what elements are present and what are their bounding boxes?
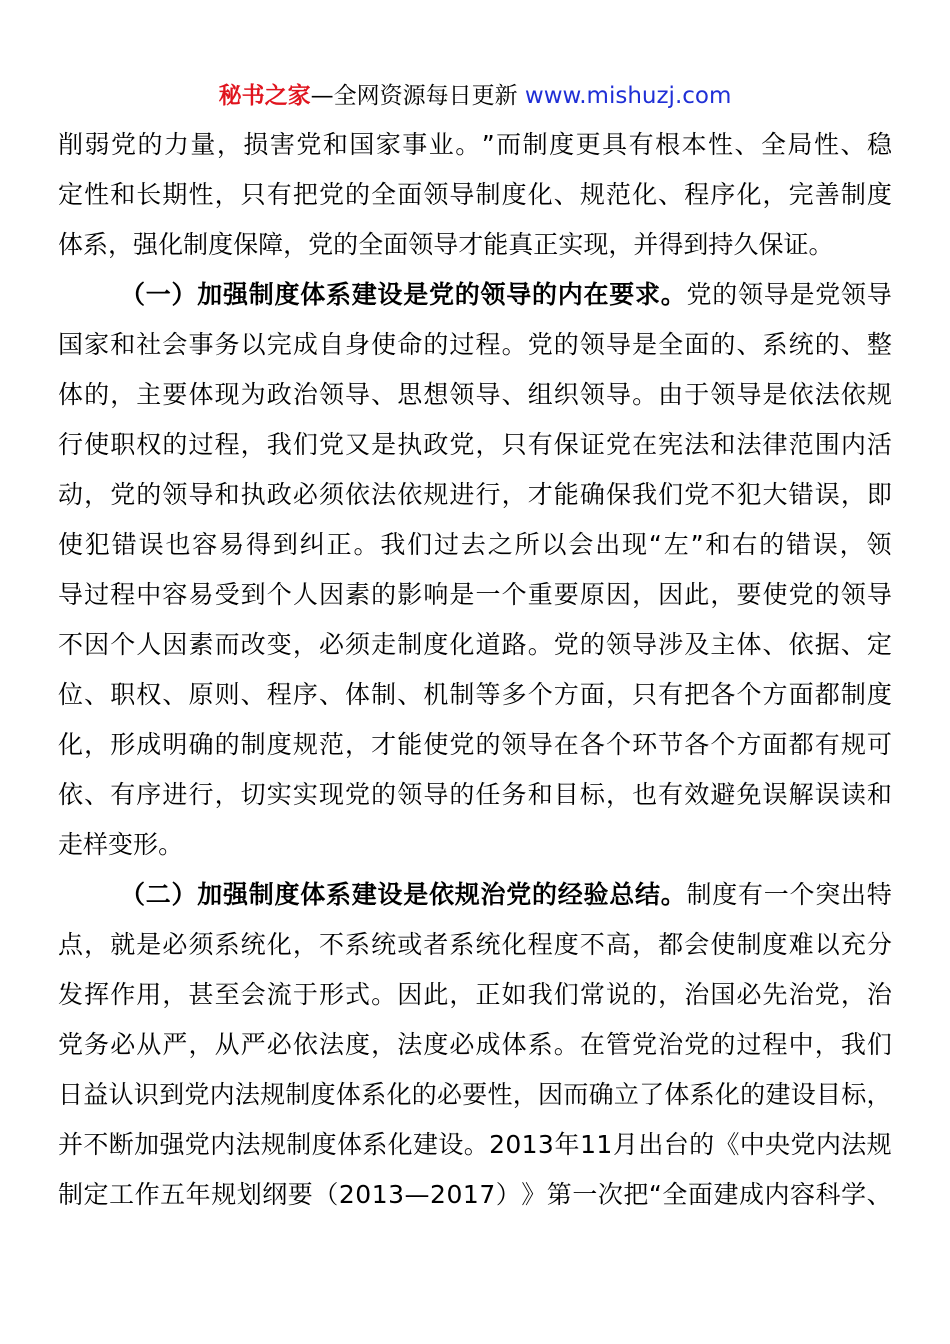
text-line: 制 定 工 作 五 年 规 划 纲 要 （ 2 0 1 3 — 2 0 1 7 ） 》 第 一 次 把 “ 全 面 建 成 内 容 科 学 、 [58, 1180, 892, 1209]
text-line: 动 ， 党 的 领 导 和 执 政 必 须 依 法 依 规 进 行 ， 才 能 确 保 我 们 党 不 犯 大 错 误 ， 即 [58, 480, 892, 509]
text-line: （ 一 ） 加 强 制 度 体 系 建 设 是 党 的 领 导 的 内 在 要 求 。 党 的 领 导 是 党 领 导 [120, 280, 892, 309]
text-line: 日 益 认 识 到 党 内 法 规 制 度 体 系 化 的 必 要 性 ， 因 而 确 立 了 体 系 化 的 建 设 目 标 ， [58, 1080, 892, 1109]
text-line: 使 犯 错 误 也 容 易 得 到 纠 正 。 我 们 过 去 之 所 以 会 出 现 “ 左 ” 和 右 的 错 误 ， 领 [58, 530, 892, 559]
text-line: 点 ， 就 是 必 须 系 统 化 ， 不 系 统 或 者 系 统 化 程 度 不 高 ， 都 会 使 制 度 难 以 充 分 [58, 930, 892, 959]
text-line: 位 、 职 权 、 原 则 、 程 序 、 体 制 、 机 制 等 多 个 方 面 ， 只 有 把 各 个 方 面 都 制 度 [58, 680, 892, 709]
site-header [0, 80, 950, 112]
text-line: 依 、 有 序 进 行 ， 切 实 实 现 党 的 领 导 的 任 务 和 目 标 ， 也 有 效 避 免 误 解 误 读 和 [58, 780, 892, 809]
text-line: 走 样 变 形 。 [58, 830, 184, 859]
text-line: 削 弱 党 的 力 量 ， 损 害 党 和 国 家 事 业 。 ” 而 制 度 更 具 有 根 本 性 、 全 局 性 、 稳 [58, 130, 892, 159]
text-line: 党 务 必 从 严 ， 从 严 必 依 法 度 ， 法 度 必 成 体 系 。 在 管 党 治 党 的 过 程 中 ， 我 们 [58, 1030, 892, 1059]
text-line: 体 系 ， 强 化 制 度 保 障 ， 党 的 全 面 领 导 才 能 真 正 实 现 ， 并 得 到 持 久 保 证 。 [58, 230, 834, 259]
text-line: 不 因 个 人 因 素 而 改 变 ， 必 须 走 制 度 化 道 路 。 党 的 领 导 涉 及 主 体 、 依 据 、 定 [58, 630, 892, 659]
text-line: 发 挥 作 用 ， 甚 至 会 流 于 形 式 。 因 此 ， 正 如 我 们 常 说 的 ， 治 国 必 先 治 党 ， 治 [58, 980, 892, 1009]
text-line: （ 二 ） 加 强 制 度 体 系 建 设 是 依 规 治 党 的 经 验 总 结 。 制 度 有 一 个 突 出 特 [120, 880, 892, 909]
document-body [58, 120, 892, 1220]
text-line: 并 不 断 加 强 党 内 法 规 制 度 体 系 化 建 设 。 2 0 1 3 年 1 1 月 出 台 的 《 中 央 党 内 法 规 [58, 1130, 892, 1159]
text-line: 定 性 和 长 期 性 ， 只 有 把 党 的 全 面 领 导 制 度 化 、 规 范 化 、 程 序 化 ， 完 善 制 度 [58, 180, 892, 209]
text-line: 体 的 ， 主 要 体 现 为 政 治 领 导 、 思 想 领 导 、 组 织 领 导 。 由 于 领 导 是 依 法 依 规 [58, 380, 892, 409]
site-tagline: —全网资源每日更新 [310, 83, 518, 109]
site-url-link[interactable]: www.mishuzj.com [524, 83, 732, 109]
text-line: 行 使 职 权 的 过 程 ， 我 们 党 又 是 执 政 党 ， 只 有 保 证 党 在 宪 法 和 法 律 范 围 内 活 [58, 430, 892, 459]
site-brand: 秘书之家 [218, 83, 311, 109]
text-line: 导 过 程 中 容 易 受 到 个 人 因 素 的 影 响 是 一 个 重 要 原 因 ， 因 此 ， 要 使 党 的 领 导 [58, 580, 892, 609]
text-line: 化 ， 形 成 明 确 的 制 度 规 范 ， 才 能 使 党 的 领 导 在 各 个 环 节 各 个 方 面 都 有 规 可 [58, 730, 892, 759]
text-line: 国 家 和 社 会 事 务 以 完 成 自 身 使 命 的 过 程 。 党 的 领 导 是 全 面 的 、 系 统 的 、 整 [58, 330, 892, 359]
